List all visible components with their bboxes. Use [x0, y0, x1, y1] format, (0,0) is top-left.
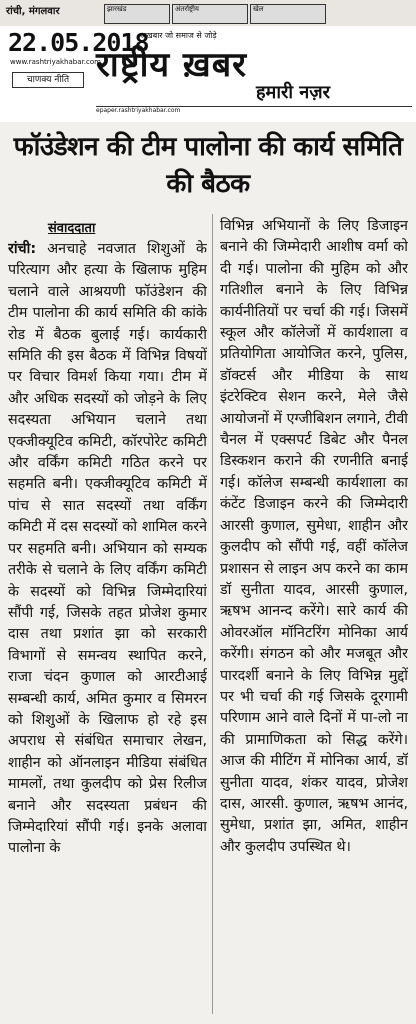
website: www.rashtriyakhabar.com: [10, 58, 101, 66]
column-1-text: अनचाहे नवजात शिशुओं के परित्याग और हत्या के खिलाफ मुहिम चलाने वाले आश्रयणी फॉउंडेशन की टीम पालोना की कार्य समिति की कांके रोड में बैठक बुलाई गई। कार्यकारी समिति की इस बैठक में विभिन्न विषयों पर विचार विमर्श किया गया। टीम में और अधिक सदस्यों को जोड़ने के लिए सदस्यता अभियान चलाने तथा एक्जीक्यूटिव कमिटी, कॉरपोरेट कमिटी और वर्किंग कमिटी गठित करने पर सहमति बनी। एक्जीक्यूटिव कमिटी में पांच से सात सदस्यों तथा वर्किंग कमिटी में दस सदस्यों को शामिल करने पर सहमति बनी। अभियान को सम्यक तरीके से चलाने के लिए वर्किंग कमिटी के सदस्यों को विभिन्न जिम्मेदारियां सौंपी गई, जिसके तहत प्रोजेश कुमार दास तथा प्रशांत झा को सरकारी विभागों से समन्वय स्थापित करने, राजा चंदन कुणाल को आरटीआई सम्बन्धी कार्य, अमित कुमार व सिमरन को शिशुओं के खिलाफ हो रहे इस अपराध से संबंधित समाचार लेखन, शाहीन को ऑनलाइन मीडिया संबंधित मामलों, तथा कुलदीप को प्रेस रिलीज बनाने और सदस्यता प्रबंधन की जिम्मेदारियां सौंपी गई। इनके अलावा पालोना के: [8, 241, 207, 857]
issue-date: 22.05.2018: [8, 28, 149, 57]
column-2-text: विभिन्न अभियानों के लिए डिजाइन बनाने की जिम्मेदारी आशीष वर्मा को दी गई। पालोना की मुहिम को और गतिशील बनाने के लिए विभिन्न कार्यनीतियों पर चर्चा की गई। जिसमें स्कूल और कॉलेजों में कार्यशाला व प्रतियोगिता आयोजित करने, पुलिस, डॉक्टर्स और मीडिया के साथ इंटरेक्टिव सेशन करने, मेले जैसे आयोजनों में एग्जीबिशन लगाने, टीवी चैनल में एक्सपर्ट डिबेट और पैनल डिस्कशन कराने की रणनीति बनाई गई। कॉलेज सम्बन्धी कार्यशाला का कंटेंट डिजाइन करने की जिम्मेदारी आरसी कुणाल, सुमेधा, शाहीन और कुलदीप को सौंपी गई, वहीं कॉलेज प्रशासन से लाइन अप करने का काम डॉ सुनीता यादव, आरसी कुणाल, ऋषभ आनन्द करेंगे। सारे कार्य की ओवरऑल मॉनिटरिंग मोनिका आर्य करेंगी। संगठन को और मजबूत और पारदर्शी बनाने के लिए विभिन्न मुद्दों पर भी चर्चा की गई जिसके दूरगामी परिणाम आने वाले दिनों में पा-लो ना की प्रामाणिकता को सिद्ध करेंगे। आज की मीटिंग में मोनिका आर्य, डॉ सुनीता यादव, शंकर यादव, प्रोजेश दास, आरसी. कुणाल, ऋषभ आनंद, सुमेधा, प्रशांत झा, अमित, शाहीन और कुलदीप उपस्थित थे।: [220, 218, 408, 855]
niti-box: चाणक्य नीति: [12, 72, 84, 88]
tagline: अखबार जो समाज से जोड़े: [140, 31, 217, 40]
byline: संवाददाता: [48, 221, 96, 236]
strip-box: अंतर्राष्ट्रीय: [172, 4, 248, 24]
top-strip: [0, 0, 416, 26]
article-column-1: [8, 218, 207, 1014]
column-divider: [212, 214, 213, 1014]
strip-box: झारखंड: [104, 4, 170, 24]
newspaper-logo: राष्ट्रीय ख़बर: [96, 45, 248, 85]
article-column-2: [220, 216, 408, 1012]
city-day: रांची, मंगलवार: [6, 6, 60, 17]
dateline: रांची:: [8, 241, 37, 257]
masthead: [0, 0, 416, 122]
article-headline: फॉउंडेशन की टीम पालोना की कार्य समिति की बैठक: [13, 132, 403, 199]
strip-box: खेल: [250, 4, 326, 24]
epaper-url: epaper.rashtriyakhabar.com: [96, 106, 412, 117]
newspaper-subtitle: हमारी नज़र: [256, 82, 330, 103]
